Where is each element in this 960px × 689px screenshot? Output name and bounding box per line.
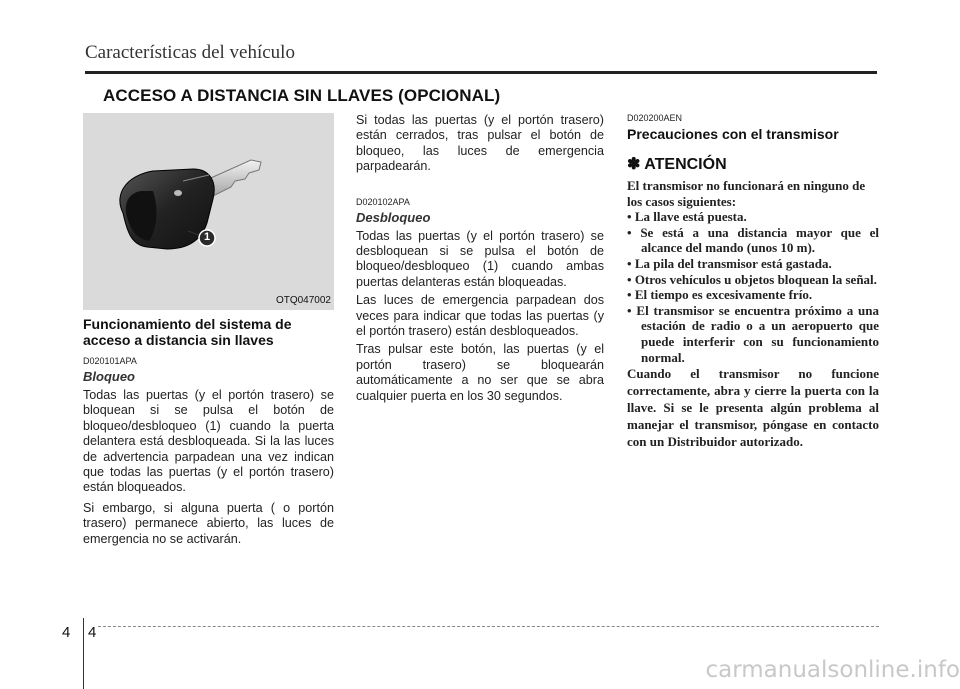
col2-paragraph-3: Tras pulsar este botón, las puertas (y el portón trasero) se bloquearán automáticamente a no ser que se abra cualquier puerta en los 30 segundos. — [356, 342, 604, 403]
col2-paragraph-2: Las luces de emergencia parpadean dos veces para indicar que todas las puertas (y el portón trasero) están desbloqueados. — [356, 293, 604, 339]
callout-number: 1 — [203, 231, 211, 243]
col3-bullet-list — [627, 209, 879, 365]
col2-paragraph-0: Si todas las puertas (y el portón trasero) están cerrados, tras pulsar el botón de bloqueo, las luces de emergencia parpadearán. — [356, 113, 604, 174]
col3-intro: El transmisor no funcionará en ninguno de los casos siguientes: — [627, 178, 866, 209]
column-2 — [356, 113, 604, 404]
section-heading: ACCESO A DISTANCIA SIN LLAVES (OPCIONAL) — [103, 86, 501, 105]
list-item: • El transmisor se encuentra próximo a una estación de radio o a un aeropuerto que puede interferir con su funcionamiento normal. — [627, 303, 879, 365]
col1-heading: Funcionamiento del sistema de acceso a distancia sin llaves — [83, 316, 292, 348]
page-number: 4 — [88, 624, 97, 641]
list-item: • El tiempo es excesivamente frío. — [627, 287, 879, 303]
col1-paragraph-2: Si embargo, si alguna puerta ( o portón trasero) permanece abierto, las luces de emergencia no se activarán. — [83, 500, 334, 546]
header-rule — [85, 71, 877, 74]
watermark: carmanualsonline.info — [705, 657, 960, 683]
footer-dashed-rule — [98, 626, 879, 627]
footer-vertical-rule — [83, 618, 84, 689]
chapter-title: Características del vehículo — [85, 42, 295, 63]
figure-code: OTQ047002 — [275, 295, 331, 306]
col2-subhead: Desbloqueo — [356, 209, 431, 225]
column-1 — [83, 113, 334, 547]
list-item: • Se está a una distancia mayor que el alcance del mando (unos 10 m). — [627, 225, 879, 256]
col3-code: D020200AEN — [627, 113, 683, 123]
attention-heading: ✽ ATENCIÓN — [627, 156, 727, 173]
col3-closing: Cuando el transmisor no funcione correctamente, abra y cierre la puerta con la llave. Si se le presenta algún problema al manejar el transmisor, póngase en contacto con un Distribuidor autorizado. — [627, 366, 879, 450]
col2-paragraph-1: Todas las puertas (y el portón trasero) se desbloquean si se pulsa el botón de bloqueo/desbloqueo (1) cuando ambas puertas delanteras están bloqueadas. — [356, 228, 604, 289]
col1-subhead: Bloqueo — [83, 369, 135, 384]
col1-paragraph-1: Todas las puertas (y el portón trasero) se bloquean si se pulsa el botón de bloqueo/desbloqueo (1) cuando la puerta delantera está desbloqueada. Si la las luces de advertencia parpadean una vez indican que todas las puertas (y el portón trasero) están bloqueados. — [83, 388, 334, 495]
col3-heading: Precauciones con el transmisor — [627, 126, 839, 142]
col1-code: D020101APA — [83, 356, 137, 366]
key-figure — [83, 113, 334, 310]
list-item: • La pila del transmisor está gastada. — [627, 256, 879, 272]
col2-code: D020102APA — [356, 196, 410, 207]
page-number-chapter: 4 — [62, 624, 71, 641]
list-item: • Otros vehículos u objetos bloquean la señal. — [627, 272, 879, 288]
key-fob-icon — [83, 113, 334, 310]
column-3 — [627, 113, 879, 450]
list-item: • La llave está puesta. — [627, 209, 879, 225]
